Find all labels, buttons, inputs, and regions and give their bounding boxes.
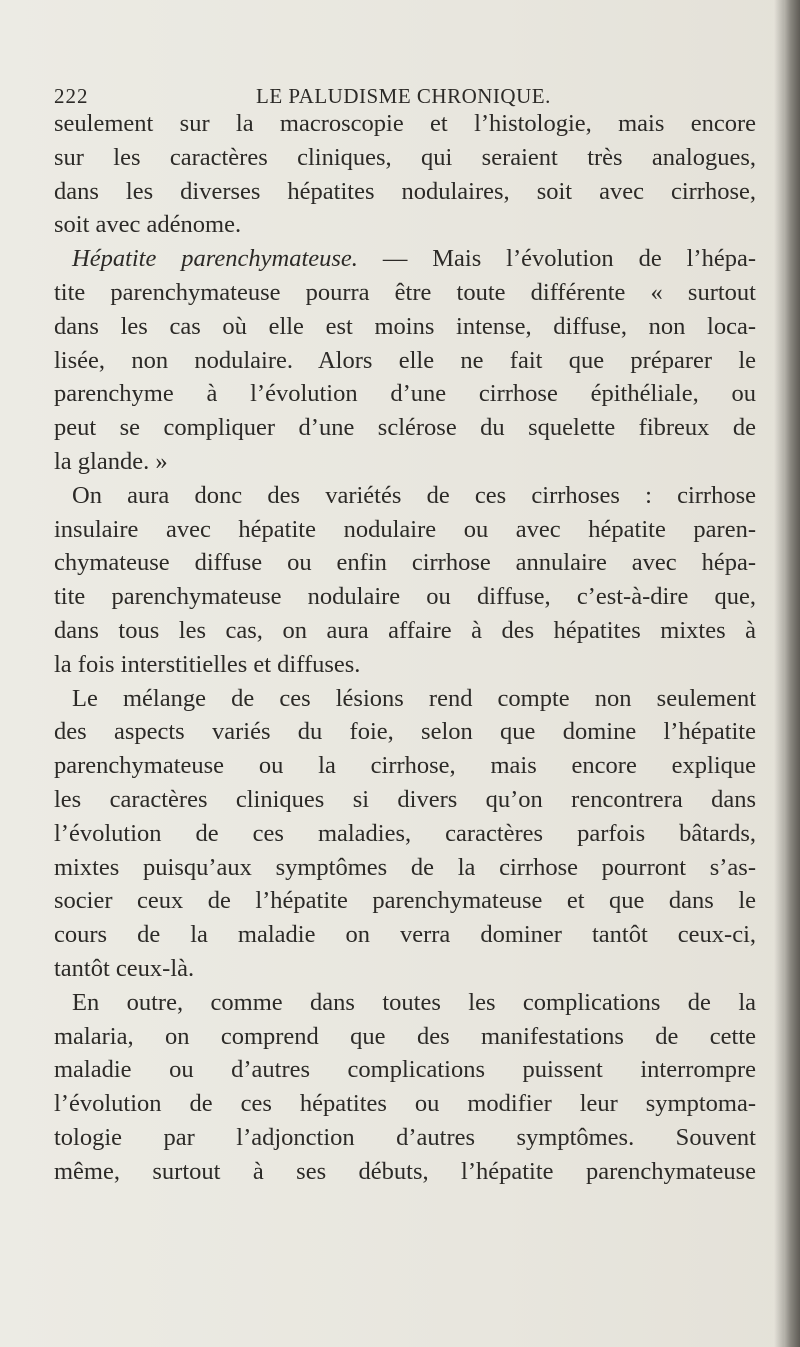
text-line: parenchyme à l’évolution d’une cirrhose épithéliale, ou [54,380,756,408]
page-number: 222 [54,84,89,108]
text-line: l’évolution de ces maladies, caractères parfois bâtards, [54,819,756,847]
text-line: la fois interstitielles et diffuses. [54,650,361,678]
text-line: la glande. » [54,447,168,475]
text-line: dans les diverses hépatites nodulaires, soit avec cirrhose, [54,177,756,205]
text-line: socier ceux de l’hépatite parenchymateuse et que dans le [54,887,756,915]
text-line: sur les caractères cliniques, qui seraient très analogues, [54,143,756,171]
text-line: tantôt ceux-là. [54,954,195,982]
text-line: même, surtout à ses débuts, l’hépatite parenchymateuse [54,1157,756,1185]
text-line: tite parenchymateuse nodulaire ou diffuse, c’est-à-dire que, [54,583,756,611]
page-gutter-shadow [774,0,784,1347]
text-line: dans les cas où elle est moins intense, diffuse, non loca- [54,312,756,340]
text-line: On aura donc des variétés de ces cirrhoses : cirrhose [72,481,756,509]
text-line: peut se compliquer d’une sclérose du squelette fibreux de [54,414,756,442]
text-line: maladie ou d’autres complications puissent interrompre [54,1056,756,1084]
text-line: malaria, on comprend que des manifestations de cette [54,1022,756,1050]
book-binding-edge [784,0,800,1347]
text-line: cours de la maladie on verra dominer tantôt ceux-ci, [54,921,756,949]
text-line: parenchymateuse ou la cirrhose, mais encore explique [54,752,756,780]
text-line: seulement sur la macroscopie et l’histologie, mais encore [54,110,756,137]
text-line: chymateuse diffuse ou enfin cirrhose annulaire avec hépa- [54,549,756,577]
text-line: tite parenchymateuse pourra être toute différente « surtout [54,278,756,306]
text-line: lisée, non nodulaire. Alors elle ne fait que préparer le [54,346,756,374]
text-line: insulaire avec hépatite nodulaire ou avec hépatite paren- [54,515,756,543]
text-line: tologie par l’adjonction d’autres symptômes. Souvent [54,1123,756,1151]
text-line: Le mélange de ces lésions rend compte non seulement [72,684,756,712]
section-heading-italic: Hépatite parenchymateuse. [72,245,358,273]
text-line: des aspects variés du foie, selon que domine l’hépatite [54,718,756,746]
text-line: les caractères cliniques si divers qu’on rencontrera dans [54,785,756,813]
text-line: En outre, comme dans toutes les complications de la [72,988,756,1016]
body-text [54,107,756,1189]
text-line: l’évolution de ces hépatites ou modifier leur symptoma- [54,1090,756,1118]
text-line: Hépatite parenchymateuse. — Mais l’évolution de l’hépa- [72,245,756,273]
running-head: LE PALUDISME CHRONIQUE. [256,84,551,108]
text-line: mixtes puisqu’aux symptômes de la cirrhose pourront s’as- [54,853,756,881]
text-line: soit avec adénome. [54,211,242,239]
text-line: dans tous les cas, on aura affaire à des hépatites mixtes à [54,616,756,644]
